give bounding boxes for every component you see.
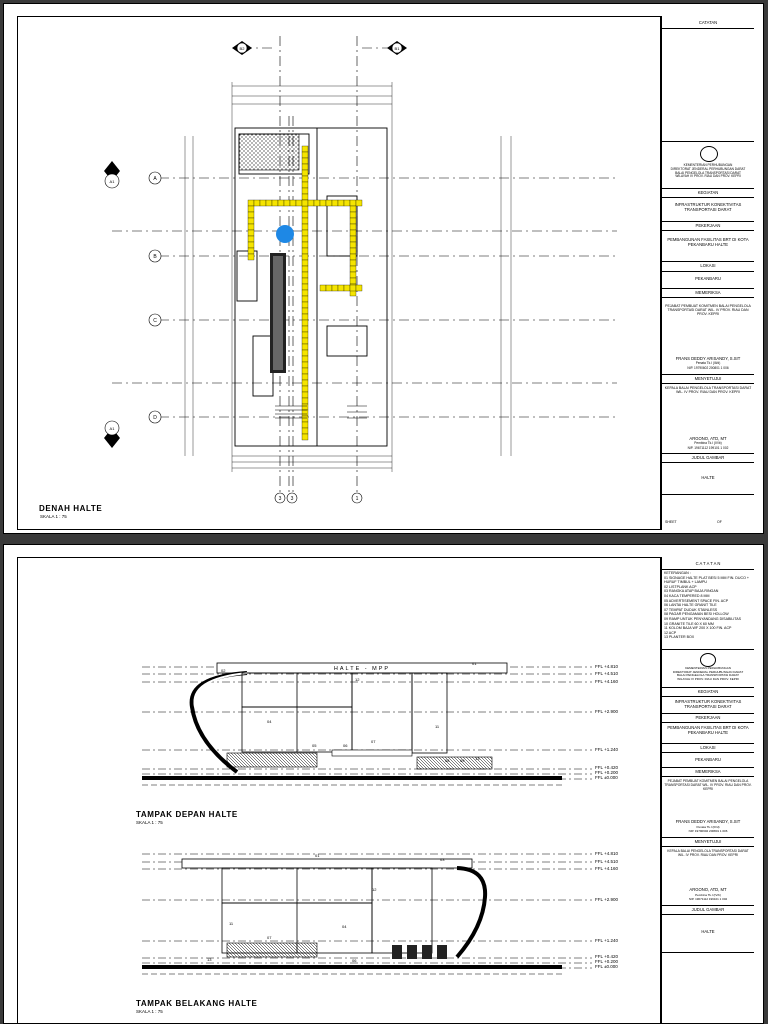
grid-lines [109, 36, 617, 501]
title-block [661, 16, 754, 530]
tactile-tile [344, 200, 350, 206]
tb2-approver-nip: NIP. 19671112 199101 1 002 [688, 897, 728, 901]
title-block-2 [661, 557, 754, 1024]
tactile-tile [302, 404, 308, 410]
tb2-memeriksa-label: MEMERIKSA [695, 769, 721, 774]
svg-text:FFL +1.240: FFL +1.240 [595, 938, 618, 943]
tactile-tile [350, 278, 356, 284]
tb2-judul: HALTE [701, 929, 715, 934]
tactile-tile [356, 200, 362, 206]
svg-text:12: 12 [372, 887, 377, 892]
grid-bubbles [149, 172, 362, 503]
tb-approver-name: ARGONO, ATD, MT [689, 436, 727, 441]
tactile-tile [302, 254, 308, 260]
tactile-tile [302, 176, 308, 182]
tactile-tile [302, 326, 308, 332]
grid-label-d: D [153, 415, 157, 421]
tb2-lokasi-label: LOKASI [700, 745, 716, 750]
tactile-tile [302, 344, 308, 350]
svg-text:12: 12 [355, 677, 360, 682]
tactile-tile [248, 224, 254, 230]
tactile-tile [350, 285, 356, 291]
tb2-memeriksa: PEJABAT PEMBUAT KOMITMEN BALAI PENGELOLA TRANSPORTASI DARAT WIL. IV PROV. RIAU DAN PROV. KEPRI [664, 779, 752, 791]
tactile-tile [302, 308, 308, 314]
tb2-pekerjaan-label: PEKERJAAN [695, 715, 721, 720]
tactile-tile [302, 350, 308, 356]
tactile-tile [302, 338, 308, 344]
tactile-tile [302, 428, 308, 434]
plan-scale: SKALA 1 : 75 [40, 514, 67, 519]
tactile-tile [302, 398, 308, 404]
drawing-sheet-elevations [3, 544, 764, 1024]
tb2-lokasi: PEKANBARU [695, 757, 721, 762]
svg-text:FFL +4.510: FFL +4.510 [595, 859, 618, 864]
grid-label-a: A [153, 176, 157, 182]
svg-text:B2: B2 [239, 46, 245, 51]
tactile-tile [314, 200, 320, 206]
svg-text:01: 01 [315, 853, 320, 858]
tb2-kegiatan-label: KEGIATAN [697, 689, 719, 694]
tb2-checker-nip: NIP. 19790602 200801 1 006 [688, 829, 728, 833]
tb-judul: HALTE [701, 475, 715, 480]
tb-kegiatan-label: KEGIATAN [697, 190, 719, 195]
tb-approver-rank: Pembina Tk.I (IV/b) [694, 441, 722, 445]
svg-text:01: 01 [472, 661, 477, 666]
svg-text:06: 06 [343, 743, 348, 748]
tactile-tile [278, 200, 284, 206]
svg-text:FFL +4.510: FFL +4.510 [595, 671, 618, 676]
tactile-tile [302, 218, 308, 224]
tactile-tile [302, 146, 308, 152]
tactile-tile [302, 380, 308, 386]
tactile-tile [350, 272, 356, 278]
tactile-tile [302, 236, 308, 242]
tactile-tile [302, 164, 308, 170]
tactile-tile [332, 200, 338, 206]
tb2-approver-rank: Pembina Tk.I (IV/b) [695, 893, 721, 897]
tactile-tile [302, 242, 308, 248]
svg-text:02: 02 [221, 668, 226, 673]
tactile-tile [248, 206, 254, 212]
back-elevation-scale: SKALA 1 : 75 [136, 1009, 163, 1014]
tactile-tile [248, 200, 254, 206]
tb-checker-nip: NIP. 19790602 200801 1 006 [687, 366, 729, 370]
svg-text:04: 04 [342, 924, 347, 929]
grid-label-col-2: 3 [290, 496, 294, 502]
tactile-tile [338, 285, 344, 291]
elevation-marker-bottom [104, 421, 120, 448]
tactile-tile [302, 362, 308, 368]
grid-label-c: C [153, 318, 157, 324]
tactile-tile [248, 236, 254, 242]
svg-text:07: 07 [267, 935, 272, 940]
front-elevation [142, 663, 592, 785]
tactile-tile [302, 206, 308, 212]
tactile-tile [326, 200, 332, 206]
grid-label-col-3: 1 [355, 496, 359, 502]
tactile-tile [350, 212, 356, 218]
tactile-tile [302, 422, 308, 428]
tactile-tile [254, 200, 260, 206]
tactile-tile [302, 392, 308, 398]
bench-inner [273, 256, 283, 370]
tactile-tile [302, 158, 308, 164]
front-elevation-scale: SKALA 1 : 75 [136, 820, 163, 825]
tb-pekerjaan-label: PEKERJAAN [695, 223, 721, 228]
tb-sheet-label: SHEET [665, 520, 677, 524]
planter-box [239, 134, 299, 170]
tactile-tile [302, 248, 308, 254]
tactile-tile [296, 200, 302, 206]
tactile-tile [302, 212, 308, 218]
svg-text:13: 13 [207, 957, 212, 962]
dimension-lines [185, 82, 511, 472]
tactile-tile [308, 200, 314, 206]
svg-text:FFL +4.810: FFL +4.810 [595, 851, 618, 856]
elevation-drawing [17, 557, 662, 1024]
tactile-tile [272, 200, 278, 206]
svg-text:04: 04 [267, 719, 272, 724]
ministry-logo-2 [700, 653, 716, 667]
tb-pekerjaan: PEMBANGUNAN FASILITAS BRT DI KOTA PEKANBARU HALTE [667, 237, 749, 247]
tactile-tile [350, 218, 356, 224]
tactile-tile [302, 188, 308, 194]
tactile-tile [302, 374, 308, 380]
tactile-tile [302, 278, 308, 284]
tactile-tile [350, 230, 356, 236]
svg-text:03: 03 [440, 857, 445, 862]
back-elevation-title: TAMPAK BELAKANG HALTE [136, 999, 258, 1008]
tb2-approver-name: ARGONO, ATD, MT [689, 887, 727, 892]
tactile-tile [356, 285, 362, 291]
tb2-checker-rank: Penata Tk.I (III/d) [696, 825, 720, 829]
tactile-tile [302, 230, 308, 236]
tactile-tile [350, 242, 356, 248]
tb-kegiatan: INFRASTRUKTUR KONEKTIVITAS TRANSPORTASI DARAT [674, 202, 742, 212]
tactile-tile [290, 200, 296, 206]
ministry-logo [700, 146, 718, 162]
tb-lokasi: PEKANBARU [695, 276, 721, 281]
elevation-marker-top [104, 161, 120, 188]
svg-text:FFL +0.420: FFL +0.420 [595, 954, 618, 959]
tactile-tile [302, 320, 308, 326]
tb-checker-rank: Penata Tk.I (III/d) [695, 361, 721, 365]
tactile-tile [302, 356, 308, 362]
tb2-kegiatan: INFRASTRUKTUR KONEKTIVITAS TRANSPORTASI DARAT [674, 699, 742, 709]
tb2-checker-name: FRANS DEDDY ARISANDY, S.SIT [675, 819, 741, 824]
tactile-tile [302, 170, 308, 176]
section-marker-b1 [387, 41, 407, 55]
svg-text:FFL +0.200: FFL +0.200 [595, 770, 618, 775]
tactile-tile [350, 248, 356, 254]
svg-text:A1: A1 [109, 426, 115, 431]
floor-plan-drawing [17, 16, 662, 530]
tb2-menyetujui-label: MENYETUJUI [694, 839, 722, 844]
tb-menyetujui-label: MENYETUJUI [694, 376, 722, 381]
svg-text:09: 09 [460, 758, 465, 763]
tactile-tile [302, 260, 308, 266]
svg-text:FFL ±0.000: FFL ±0.000 [595, 964, 618, 969]
tb-judul-label: JUDUL GAMBAR [691, 455, 725, 460]
grid-label-b: B [153, 254, 157, 260]
svg-text:FFL +2.900: FFL +2.900 [595, 709, 618, 714]
tactile-tile [248, 248, 254, 254]
tactile-tile [302, 434, 308, 440]
tactile-tile [248, 230, 254, 236]
svg-text:05: 05 [312, 743, 317, 748]
tactile-tile [338, 200, 344, 206]
tactile-tile [350, 206, 356, 212]
svg-text:FFL +4.160: FFL +4.160 [595, 679, 618, 684]
tactile-tile [284, 200, 290, 206]
tactile-tile [302, 284, 308, 290]
svg-text:B1: B1 [394, 46, 400, 51]
section-marker-b2 [232, 41, 252, 55]
tb2-ministry: KEMENTERIAN PERHUBUNGAN DIREKTORAT JENDERAL PERHUBUNGAN DARAT BALAI PENGELOLA TRANSPORTASI DARAT WILAYAH IV PROV. RIAU DAN PROV. KEPRI [672, 666, 744, 681]
svg-text:FFL +4.810: FFL +4.810 [595, 664, 618, 669]
tactile-tile [302, 332, 308, 338]
wheelchair-icon [276, 225, 294, 243]
tactile-tile [302, 410, 308, 416]
tb-memeriksa: PEJABAT PEMBUAT KOMITMEN BALAI PENGELOLA TRANSPORTASI DARAT WIL. IV PROV. RIAU DAN PROV. KEPRI [665, 304, 751, 317]
tactile-tile [302, 200, 308, 206]
svg-text:FFL +4.160: FFL +4.160 [595, 866, 618, 871]
back-level-labels [595, 851, 618, 969]
svg-text:A1: A1 [109, 179, 115, 184]
drawing-sheet-plan [3, 3, 764, 534]
tactile-tile [302, 182, 308, 188]
svg-text:FFL +0.200: FFL +0.200 [595, 959, 618, 964]
svg-text:FFL +0.420: FFL +0.420 [595, 765, 618, 770]
tactile-tile [302, 290, 308, 296]
tb2-menyetujui: KEPALA BALAI PENGELOLA TRANSPORTASI DARAT WIL. IV PROV. RIAU DAN PROV. KEPRI [667, 849, 749, 857]
tb-of-label: OF [717, 520, 722, 524]
tactile-tile [302, 266, 308, 272]
tactile-tile [266, 200, 272, 206]
tactile-tile [350, 260, 356, 266]
tactile-tile [350, 224, 356, 230]
svg-text:FFL ±0.000: FFL ±0.000 [595, 775, 618, 780]
tactile-tile [326, 285, 332, 291]
tactile-tile [350, 254, 356, 260]
tactile-tile [302, 416, 308, 422]
svg-text:FFL +2.900: FFL +2.900 [595, 897, 618, 902]
svg-text:FFL +1.240: FFL +1.240 [595, 747, 618, 752]
tactile-tile [350, 200, 356, 206]
signage-text: HALTE - MPP [333, 666, 391, 672]
tactile-tile [248, 242, 254, 248]
tb-memeriksa-label: MEMERIKSA [695, 290, 721, 295]
tactile-tile [302, 386, 308, 392]
tb2-judul-label: JUDUL GAMBAR [691, 907, 725, 912]
tb-ministry: KEMENTERIAN PERHUBUNGAN DIREKTORAT JENDERAL PERHUBUNGAN DARAT BALAI PENGELOLA TRANSPORTASI DARAT WILAYAH IV PROV. RIAU DAN PROV. KEPRI [670, 163, 746, 179]
tactile-tile [302, 296, 308, 302]
tactile-tile [350, 266, 356, 272]
svg-text:11: 11 [229, 921, 234, 926]
building-outline [235, 128, 387, 446]
tb2-pekerjaan: PEMBANGUNAN FASILITAS BRT DI KOTA PEKANBARU HALTE [667, 725, 749, 735]
svg-text:11: 11 [435, 724, 440, 729]
tactile-tile [302, 272, 308, 278]
tactile-tile [248, 218, 254, 224]
svg-text:13: 13 [475, 756, 480, 761]
svg-text:08: 08 [445, 758, 450, 763]
tactile-tile [302, 152, 308, 158]
tactile-tile [332, 285, 338, 291]
tactile-tile [260, 200, 266, 206]
back-elevation [142, 854, 592, 974]
tactile-tile [302, 368, 308, 374]
tactile-tile [302, 314, 308, 320]
front-level-labels [595, 664, 618, 780]
tactile-tile [248, 254, 254, 260]
tactile-tile [320, 200, 326, 206]
tactile-tile [302, 302, 308, 308]
tactile-tile [350, 236, 356, 242]
tb-lokasi-label: LOKASI [700, 263, 716, 268]
front-elevation-title: TAMPAK DEPAN HALTE [136, 810, 238, 819]
tactile-tile [302, 224, 308, 230]
svg-text:06: 06 [352, 958, 357, 963]
tactile-tile [320, 285, 326, 291]
tactile-tile [344, 285, 350, 291]
tb-approver-nip: NIP. 19671112 199101 1 002 [687, 446, 729, 450]
plan-title: DENAH HALTE [39, 504, 103, 513]
tactile-tile [248, 212, 254, 218]
grid-label-col-1: 3 [278, 496, 282, 502]
tb-catatan: CATATAN [698, 20, 718, 25]
tb2-notes: KETERANGAN : 01 SIGNAGE HALTE PLAT BESI 5 MM FIN. DUCO + HURUF TIMBUL + LAMPU 02 LISTPLANK ACP 03 RANGKA ATAP BAJA RINGAN 04 KACA TEMPERED 8 MM 05 ADVERTISEMENT SPACE FIN. ACP 06 LANTAI HALTE GRANIT TILE 07 TEMPAT DUDUK STAINLESS 08 PAGAR PENGAMAN BESI HOLLOW 09 RAMP UNTUK PENYANDANG DISABILITAS 10 GRANITE TILE 60 X 60 MM 11 KOLOM BAJA WF 200 X 100 FIN. ACP 12 ACP 13 PLANTER BOX [664, 571, 749, 640]
tb-checker-name: FRANS DEDDY ARISANDY, S.SIT [675, 356, 741, 361]
svg-text:07: 07 [371, 739, 376, 744]
tb-menyetujui: KEPALA BALAI PENGELOLA TRANSPORTASI DARAT WIL. IV PROV. RIAU DAN PROV. KEPRI [664, 386, 752, 395]
tactile-tile [302, 194, 308, 200]
tb2-catatan: C A T A T A N [695, 561, 721, 566]
